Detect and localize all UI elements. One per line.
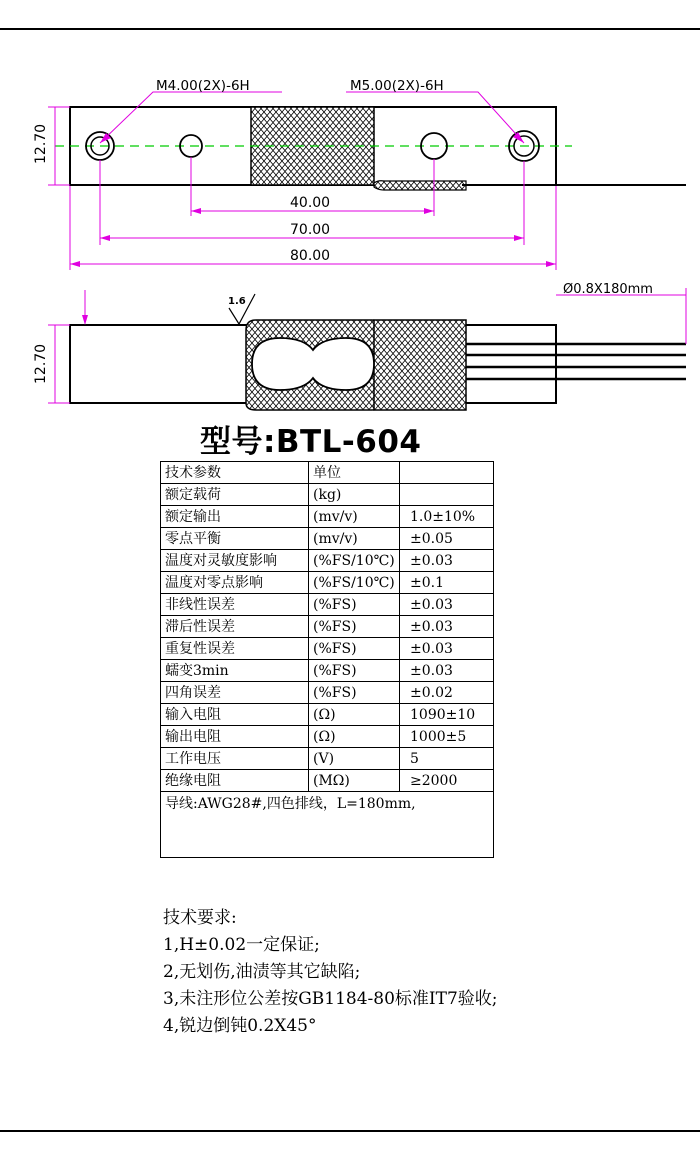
- value-cell: 1090±10: [400, 704, 494, 726]
- side-reference-arrow: [82, 315, 88, 325]
- param-cell: 滞后性误差: [161, 616, 309, 638]
- unit-cell: (MΩ): [309, 770, 400, 792]
- spec-table-row: [161, 506, 494, 528]
- value-cell: [400, 484, 494, 506]
- spec-table-row: [161, 638, 494, 660]
- value-cell: ±0.02: [400, 682, 494, 704]
- unit-cell: (mv/v): [309, 528, 400, 550]
- surface-roughness-label: 1.6: [228, 296, 246, 307]
- param-cell: 四角误差: [161, 682, 309, 704]
- technical-drawing: [0, 0, 700, 415]
- side-view: [33, 282, 686, 410]
- hole-m5-callout: M5.00(2X)-6H: [350, 78, 444, 94]
- wire-note: 导线:AWG28#,四色排线，L=180mm,: [161, 792, 494, 858]
- value-cell: [400, 462, 494, 484]
- spec-table-row: [161, 660, 494, 682]
- bottom-border-line: [0, 1130, 700, 1132]
- value-cell: 1000±5: [400, 726, 494, 748]
- requirement-item-3: 3,未注形位公差按GB1184-80标准IT7验收;: [163, 989, 498, 1009]
- unit-cell: (%FS): [309, 660, 400, 682]
- unit-cell: (%FS): [309, 682, 400, 704]
- spec-table: [160, 461, 494, 858]
- spec-table-row: [161, 704, 494, 726]
- dim-80-label: 80.00: [290, 248, 331, 264]
- param-cell: 额定载荷: [161, 484, 309, 506]
- unit-cell: (%FS/10℃): [309, 572, 400, 594]
- spec-table-note-row: [161, 792, 494, 858]
- unit-cell: (kg): [309, 484, 400, 506]
- spec-table-body: [161, 462, 494, 858]
- value-cell: ±0.03: [400, 638, 494, 660]
- top-view-cable-cover: [374, 181, 466, 190]
- param-cell: 工作电压: [161, 748, 309, 770]
- model-title: 型号:BTL-604: [200, 424, 422, 460]
- param-cell: 输入电阻: [161, 704, 309, 726]
- param-cell: 额定输出: [161, 506, 309, 528]
- spec-table-row: [161, 748, 494, 770]
- unit-cell: (%FS): [309, 616, 400, 638]
- top-view: [33, 78, 686, 270]
- unit-cell: 单位: [309, 462, 400, 484]
- value-cell: ±0.1: [400, 572, 494, 594]
- unit-cell: (mv/v): [309, 506, 400, 528]
- spec-table-row: [161, 770, 494, 792]
- top-height-label: 12.70: [33, 123, 49, 164]
- value-cell: ±0.03: [400, 660, 494, 682]
- param-cell: 蠕变3min: [161, 660, 309, 682]
- unit-cell: (%FS): [309, 638, 400, 660]
- value-cell: 1.0±10%: [400, 506, 494, 528]
- dim-70-label: 70.00: [290, 222, 331, 238]
- value-cell: ±0.03: [400, 550, 494, 572]
- spec-table-row: [161, 594, 494, 616]
- cable-spec-label: Ø0.8X180mm: [563, 282, 653, 297]
- dim-40-label: 40.00: [290, 195, 331, 211]
- requirement-item-4: 4,锐边倒钝0.2X45°: [163, 1016, 317, 1036]
- param-cell: 技术参数: [161, 462, 309, 484]
- param-cell: 重复性误差: [161, 638, 309, 660]
- technical-requirements: [163, 905, 498, 1040]
- value-cell: ±0.03: [400, 594, 494, 616]
- unit-cell: (%FS): [309, 594, 400, 616]
- value-cell: ±0.05: [400, 528, 494, 550]
- param-cell: 绝缘电阻: [161, 770, 309, 792]
- spec-table-row: [161, 682, 494, 704]
- spec-table-header: [161, 462, 494, 484]
- value-cell: ±0.03: [400, 616, 494, 638]
- unit-cell: (V): [309, 748, 400, 770]
- side-height-label: 12.70: [33, 343, 49, 384]
- param-cell: 温度对灵敏度影响: [161, 550, 309, 572]
- requirement-item-2: 2,无划伤,油渍等其它缺陷;: [163, 962, 361, 982]
- hole-m4-callout: M4.00(2X)-6H: [156, 78, 250, 94]
- spec-table-row: [161, 528, 494, 550]
- unit-cell: (Ω): [309, 726, 400, 748]
- value-cell: 5: [400, 748, 494, 770]
- side-height-dimension: [48, 325, 70, 403]
- param-cell: 非线性误差: [161, 594, 309, 616]
- spec-table-row: [161, 484, 494, 506]
- param-cell: 输出电阻: [161, 726, 309, 748]
- unit-cell: (%FS/10℃): [309, 550, 400, 572]
- side-view-cable-cover: [374, 320, 466, 410]
- unit-cell: (Ω): [309, 704, 400, 726]
- spec-table-row: [161, 550, 494, 572]
- spec-table-row: [161, 572, 494, 594]
- param-cell: 温度对零点影响: [161, 572, 309, 594]
- value-cell: ≥2000: [400, 770, 494, 792]
- spec-table-row: [161, 616, 494, 638]
- requirement-item-1: 1,H±0.02一定保证;: [163, 935, 320, 955]
- param-cell: 零点平衡: [161, 528, 309, 550]
- requirements-title: 技术要求:: [163, 908, 237, 928]
- spec-table-row: [161, 726, 494, 748]
